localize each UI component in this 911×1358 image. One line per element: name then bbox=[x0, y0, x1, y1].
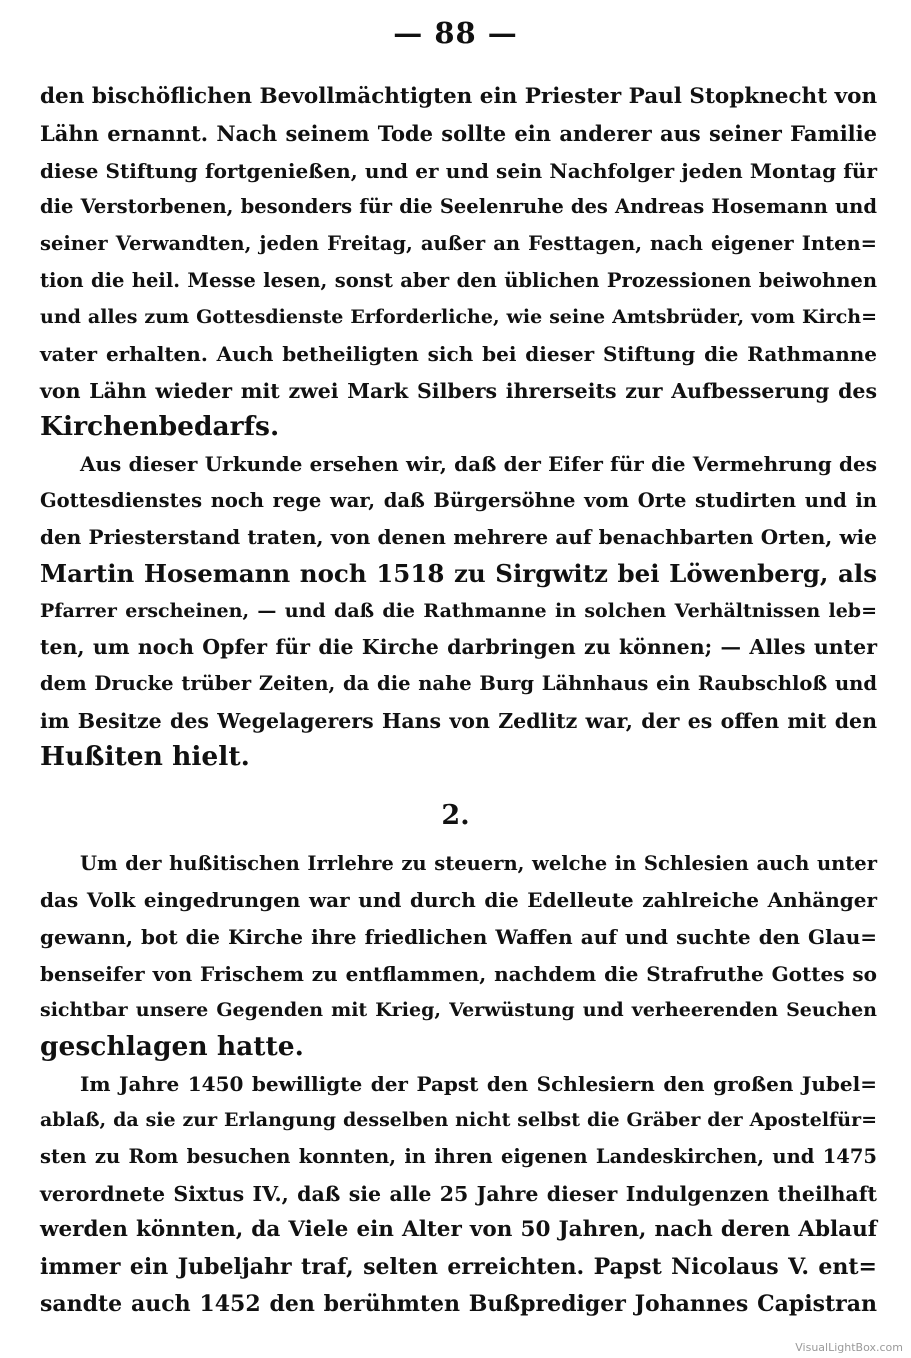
text-line: sichtbar unsere Gegenden mit Krieg, Verwüstung und verheerenden Seuchen bbox=[40, 999, 877, 1021]
text-line: von Lähn wieder mit zwei Mark Silbers ihrerseits zur Aufbesserung des bbox=[40, 379, 877, 403]
text-line: Gottesdienstes noch rege war, daß Bürgersöhne vom Orte studirten und in bbox=[40, 489, 877, 512]
text-line: verordnete Sixtus IV., daß sie alle 25 Jahre dieser Indulgenzen theilhaft bbox=[40, 1182, 877, 1206]
section-number: 2. bbox=[441, 800, 470, 831]
text-line: geschlagen hatte. bbox=[40, 1031, 304, 1062]
text-line: im Besitze des Wegelagerers Hans von Zedlitz war, der es offen mit den bbox=[40, 709, 877, 733]
text-line: ten, um noch Opfer für die Kirche darbringen zu können; — Alles unter bbox=[40, 635, 877, 659]
text-line: die Verstorbenen, besonders für die Seelenruhe des Andreas Hosemann und bbox=[40, 195, 877, 218]
text-line: Im Jahre 1450 bewilligte der Papst den Schlesiern den großen Jubel= bbox=[80, 1072, 877, 1096]
text-line: das Volk eingedrungen war und durch die Edelleute zahlreiche Anhänger bbox=[40, 888, 877, 912]
text-line: diese Stiftung fortgenießen, und er und sein Nachfolger jeden Montag für bbox=[40, 159, 877, 183]
text-line: tion die heil. Messe lesen, sonst aber den üblichen Prozessionen beiwohnen bbox=[40, 269, 877, 292]
text-line: Hußiten hielt. bbox=[40, 741, 250, 772]
page-number: — 88 — bbox=[393, 16, 518, 50]
text-line: Aus dieser Urkunde ersehen wir, daß der Eifer für die Vermehrung des bbox=[80, 452, 877, 476]
text-line: vater erhalten. Auch betheiligten sich bei dieser Stiftung die Rathmanne bbox=[40, 342, 877, 366]
text-line: und alles zum Gottesdienste Erforderliche, wie seine Amtsbrüder, vom Kirch= bbox=[40, 306, 877, 328]
text-line: Lähn ernannt. Nach seinem Tode sollte ein anderer aus seiner Familie bbox=[40, 121, 877, 146]
text-line: den Priesterstand traten, von denen mehrere auf benachbarten Orten, wie bbox=[40, 525, 877, 549]
text-line: gewann, bot die Kirche ihre friedlichen Waffen auf und suchte den Glau= bbox=[40, 925, 877, 949]
text-line: Martin Hosemann noch 1518 zu Sirgwitz bei Löwenberg, als bbox=[40, 559, 877, 588]
text-line: ablaß, da sie zur Erlangung desselben nicht selbst die Gräber der Apostelfür= bbox=[40, 1109, 877, 1131]
text-line: werden könnten, da Viele ein Alter von 50 Jahren, nach deren Ablauf bbox=[40, 1217, 877, 1242]
text-line: dem Drucke trüber Zeiten, da die nahe Burg Lähnhaus ein Raubschloß und bbox=[40, 672, 877, 695]
text-line: den bischöflichen Bevollmächtigten ein Priester Paul Stopknecht von bbox=[40, 84, 878, 109]
text-line: sten zu Rom besuchen konnten, in ihren eigenen Landeskirchen, und 1475 bbox=[40, 1145, 877, 1168]
watermark: VisualLightBox.com bbox=[795, 1341, 903, 1354]
text-line: Pfarrer erscheinen, — und daß die Rathmanne in solchen Verhältnissen leb= bbox=[40, 600, 877, 622]
text-line: benseifer von Frischem zu entflammen, nachdem die Strafruthe Gottes so bbox=[40, 962, 877, 986]
text-line: immer ein Jubeljahr traf, selten erreichten. Papst Nicolaus V. ent= bbox=[40, 1254, 877, 1280]
text-line: seiner Verwandten, jeden Freitag, außer an Festtagen, nach eigener Inten= bbox=[40, 232, 877, 255]
text-line: Kirchenbedarfs. bbox=[40, 411, 280, 442]
text-line: sandte auch 1452 den berühmten Bußprediger Johannes Capistran bbox=[40, 1291, 877, 1317]
text-line: Um der hußitischen Irrlehre zu steuern, welche in Schlesien auch unter bbox=[80, 852, 877, 875]
